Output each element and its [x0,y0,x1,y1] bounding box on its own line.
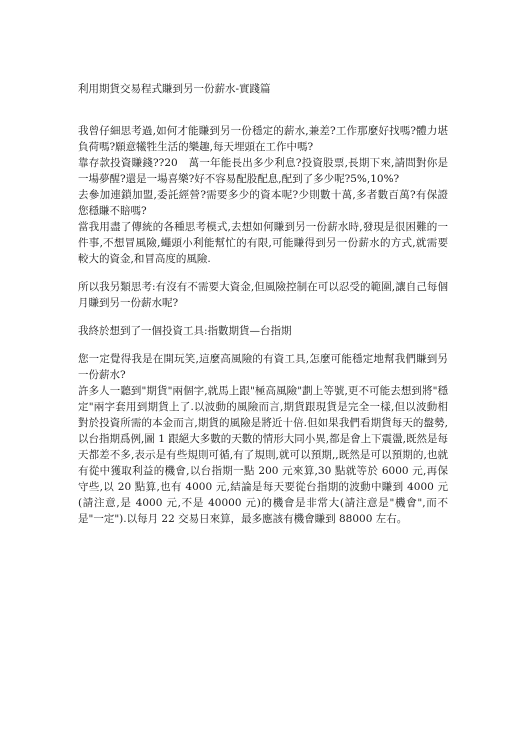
spacer [78,311,448,323]
paragraph-1: 我曾仔細思考過,如何才能賺到另一份穩定的薪水,兼差?工作那麼好找嗎?體力堪負荷嗎?願意犧牲生活的樂趣,每天埋頭在工作中嗎? [78,125,448,153]
paragraph-4: 當我用盡了傳統的各種思考模式,去想如何賺到另一份薪水時,發現是很困難的一件事,不想冒風險,蠅頭小利能幫忙的有限,可能賺得到另一份薪水的方式,就需要較大的資金,和冒高度的風險. [78,221,448,265]
paragraph-8: 許多人一聽到"期貨"兩個字,就馬上跟"極高風險"劃上等號,更不可能去想到將"穩定"兩字套用到期貨上了.以波動的風險而言,期貨跟現貨是完全一樣,但以波動相對於投資所需的本金而言,期貨的風險是將近十倍.但如果我們看期貨每天的盤勢,以台指期爲例,圖 1 跟絕大多數的天數的情形大同小異,都是會上下震盪,既然是每天都差不多,表示是有些規則可循,有了規則,就可以預期,,既然是可以預期的,也就有從中獲取利益的機會,以台指期一點 200 元來算,30 點就等於 6000 元,再保守些,以 20 點算,也有 4000 元,結論是每天要從台指期的波動中賺到 4000 元(請注意,是 4000 元,不是 40000 元)的機會是非常大(請注意是"機會",而不是"一定").以每月 22 交易日來算，最多應該有機會賺到 88000 左右。 [78,385,448,525]
paragraph-2: 靠存款投資賺錢??20 萬一年能長出多少利息?投資股票,長期下來,請問對你是一場夢醒?還是一場喜樂?好不容易配股配息,配到了多少呢?5%,10%? [78,157,448,185]
document-page [78,82,448,527]
paragraph-3: 去參加連鎖加盟,委託經營?需要多少的資本呢?少則數十萬,多者數百萬?有保證您穩賺不賠嗎? [78,189,448,217]
document-title: 利用期貨交易程式賺到另一份薪水-實踐篇 [78,83,271,95]
paragraph-5: 所以我另類思考:有沒有不需要大資金,但風險控制在可以忍受的範圍,讓自己每個月賺到另一份薪水呢? [78,281,448,309]
paragraph-6: 我終於想到了一個投資工具:指數期貨—台指期 [78,325,292,337]
paragraph-7: 您一定覺得我是在開玩笑,這麼高風險的有資工具,怎麼可能穩定地幫我們賺到另一份薪水? [78,353,448,381]
spacer [78,267,448,279]
spacer [78,339,448,351]
